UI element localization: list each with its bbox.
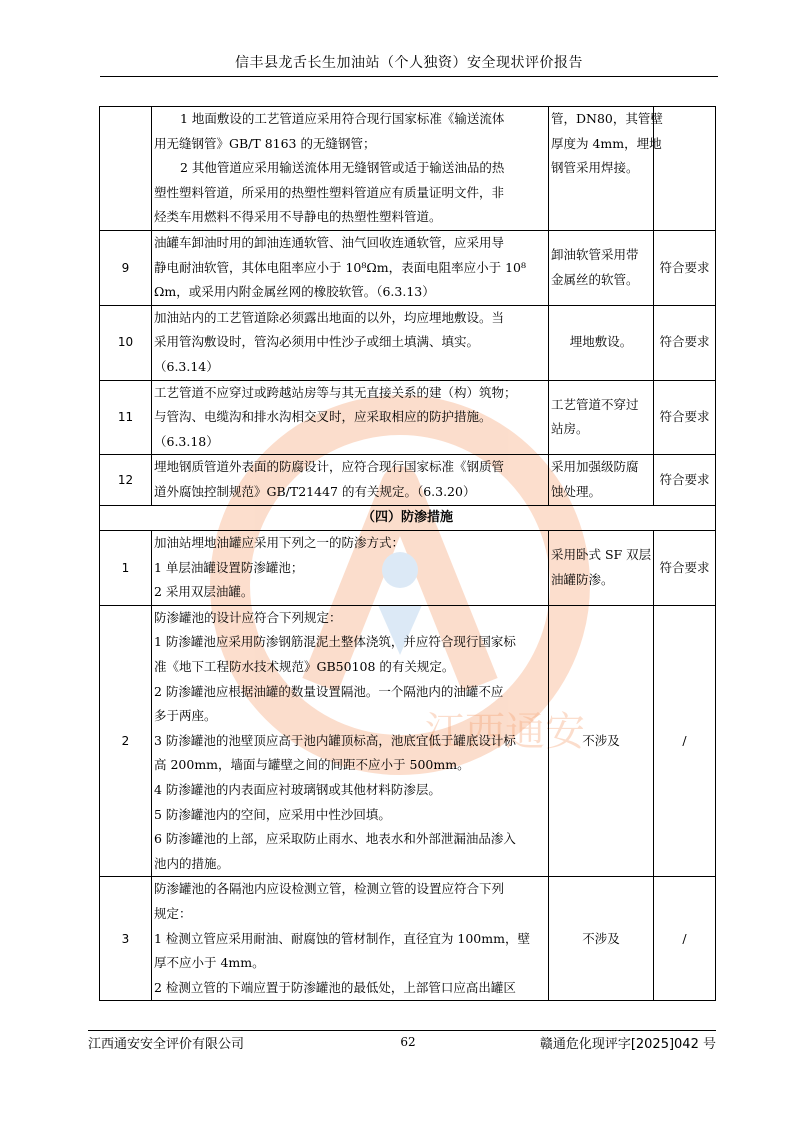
row-number <box>100 107 152 231</box>
requirement-line: 油罐车卸油时用的卸油连通软管、油气回收连通软管，应采用导 <box>154 234 505 250</box>
requirement-line: 塑性塑料管道，所采用的热塑性塑料管道应有质量证明文件，非 <box>154 184 505 200</box>
section-row <box>100 505 716 531</box>
actual-situation-line: 金属丝的软管。 <box>551 271 639 287</box>
header-title: 信丰县龙舌长生加油站（个人独资）安全现状评价报告 <box>235 55 583 71</box>
requirement-line: Ωm，或采用内附金属丝网的橡胶软管。（6.3.13） <box>154 284 435 300</box>
actual-situation-line: 站房。 <box>551 421 589 437</box>
footer-report-number: 赣通危化现评字[2025]042 号 <box>539 1037 716 1052</box>
actual-situation-line: 不涉及 <box>582 732 620 748</box>
requirement-line: 烃类车用燃料不得采用不导静电的热塑性塑料管道。 <box>154 209 442 225</box>
conclusion-cell: / <box>654 605 716 877</box>
requirement-cell <box>152 107 549 231</box>
requirement-cell <box>152 877 549 1001</box>
requirement-line: 采用管沟敷设时，管沟必须用中性沙子或细土填满、填实。 <box>154 334 480 350</box>
requirement-line: 2 采用双层油罐。 <box>154 584 254 600</box>
actual-situation-line: 钢管采用焊接。 <box>551 160 639 176</box>
table-row <box>100 531 716 606</box>
conclusion-cell: 符合要求 <box>654 455 716 505</box>
actual-situation-line: 厚度为 4mm，埋地 <box>551 135 662 151</box>
conclusion-cell: 符合要求 <box>654 531 716 606</box>
requirement-line: 与管沟、电缆沟和排水沟相交叉时，应采取相应的防护措施。 <box>154 409 492 425</box>
page-number: 62 <box>400 1035 416 1049</box>
requirement-line: 准《地下工程防水技术规范》GB50108 的有关规定。 <box>154 659 455 675</box>
row-number: 11 <box>100 380 152 455</box>
requirement-line: 1 单层油罐设置防渗罐池； <box>154 559 304 575</box>
row-number: 9 <box>100 230 152 305</box>
requirement-line: 道外腐蚀控制规范》GB/T21447 的有关规定。（6.3.20） <box>154 483 476 499</box>
conclusion-cell: / <box>654 877 716 1001</box>
requirement-line: 用无缝钢管》GB/T 8163 的无缝钢管； <box>154 135 376 151</box>
actual-situation-cell <box>549 305 654 380</box>
requirement-line: 工艺管道不应穿过或跨越站房等与其无直接关系的建（构）筑物； <box>154 384 517 400</box>
actual-situation-cell <box>549 455 654 505</box>
page-header <box>100 52 718 77</box>
requirement-line: （6.3.18） <box>154 433 219 449</box>
requirement-line: 4 防渗罐池的内表面应衬玻璃钢或其他材料防渗层。 <box>154 782 441 798</box>
evaluation-table <box>99 106 716 1001</box>
requirement-line: 多于两座。 <box>154 708 217 724</box>
requirement-line: 加油站埋地油罐应采用下列之一的防渗方式： <box>154 535 405 551</box>
row-number: 1 <box>100 531 152 606</box>
requirement-line: 1 地面敷设的工艺管道应采用符合现行国家标准《输送流体 <box>180 111 505 126</box>
actual-situation-line: 采用卧式 SF 双层 <box>551 547 652 563</box>
footer-company: 江西通安安全评价有限公司 <box>88 1037 245 1052</box>
actual-situation-cell <box>549 107 663 231</box>
table-row <box>100 605 716 877</box>
table-row <box>100 380 716 455</box>
requirement-line: 6 防渗罐池的上部，应采取防止雨水、地表水和外部泄漏油品渗入 <box>154 831 516 847</box>
requirement-line: 5 防渗罐池内的空间，应采用中性沙回填。 <box>154 806 391 822</box>
requirement-cell <box>152 230 549 305</box>
requirement-line: 3 防渗罐池的池壁顶应高于池内罐顶标高，池底宜低于罐底设计标 <box>154 732 516 748</box>
requirement-line: 静电耐油软管，其体电阻率应小于 10⁸Ωm，表面电阻率应小于 10⁸ <box>154 259 526 275</box>
actual-situation-cell <box>549 230 654 305</box>
row-number: 2 <box>100 605 152 877</box>
requirement-line: 埋地钢质管道外表面的防腐设计，应符合现行国家标准《钢质管 <box>154 459 505 475</box>
section-title: （四）防渗措施 <box>100 505 716 531</box>
actual-situation-cell <box>549 605 654 877</box>
requirement-line: 高 200mm，墙面与罐壁之间的间距不应小于 500mm。 <box>154 757 470 773</box>
actual-situation-line: 埋地敷设。 <box>569 334 633 350</box>
conclusion-cell: 符合要求 <box>654 305 716 380</box>
row-number: 3 <box>100 877 152 1001</box>
actual-situation-line: 蚀处理。 <box>551 483 602 499</box>
row-number: 12 <box>100 455 152 505</box>
requirement-line: （6.3.14） <box>154 358 219 374</box>
requirement-line: 加油站内的工艺管道除必须露出地面的以外，均应埋地敷设。当 <box>154 309 505 325</box>
actual-situation-line: 不涉及 <box>582 930 620 946</box>
table-row <box>100 230 716 305</box>
requirement-line: 1 防渗罐池应采用防渗钢筋混泥土整体浇筑，并应符合现行国家标 <box>154 634 516 650</box>
requirement-line: 防渗罐池的各隔池内应设检测立管，检测立管的设置应符合下列 <box>154 881 505 897</box>
row-number: 10 <box>100 305 152 380</box>
actual-situation-line: 油罐防渗。 <box>551 571 614 587</box>
actual-situation-cell <box>549 531 654 606</box>
requirement-line: 厚不应小于 4mm。 <box>154 955 265 971</box>
requirement-line: 规定： <box>154 906 192 921</box>
requirement-line: 2 防渗罐池应根据油罐的数量设置隔池。一个隔池内的油罐不应 <box>154 683 504 699</box>
requirement-cell <box>152 605 549 877</box>
requirement-line: 防渗罐池的设计应符合下列规定： <box>154 609 342 625</box>
requirement-cell <box>152 305 549 380</box>
table-row <box>100 305 716 380</box>
page-footer <box>88 1030 716 1051</box>
requirement-cell <box>152 380 549 455</box>
actual-situation-line: 工艺管道不穿过 <box>551 396 639 412</box>
table-row <box>100 877 716 1001</box>
actual-situation-line: 卸油软管采用带 <box>551 247 639 263</box>
requirement-cell <box>152 455 549 505</box>
actual-situation-cell <box>549 877 654 1001</box>
actual-situation-line: 管，DN80，其管壁 <box>551 111 663 126</box>
requirement-cell <box>152 531 549 606</box>
requirement-line: 1 检测立管应采用耐油、耐腐蚀的管材制作，直径宜为 100mm，壁 <box>154 930 530 946</box>
table-row <box>100 107 716 231</box>
requirement-line: 2 检测立管的下端应置于防渗罐池的最低处，上部管口应高出罐区 <box>154 979 516 995</box>
requirement-line: 2 其他管道应采用输送流体用无缝钢管或适于输送油品的热 <box>180 160 505 176</box>
watermark-text: 江西通安 <box>425 709 585 755</box>
actual-situation-cell <box>549 380 654 455</box>
conclusion-cell: 符合要求 <box>654 380 716 455</box>
requirement-line: 池内的措施。 <box>154 855 230 871</box>
conclusion-cell: 符合要求 <box>654 230 716 305</box>
table-row <box>100 455 716 505</box>
actual-situation-line: 采用加强级防腐 <box>551 459 639 475</box>
